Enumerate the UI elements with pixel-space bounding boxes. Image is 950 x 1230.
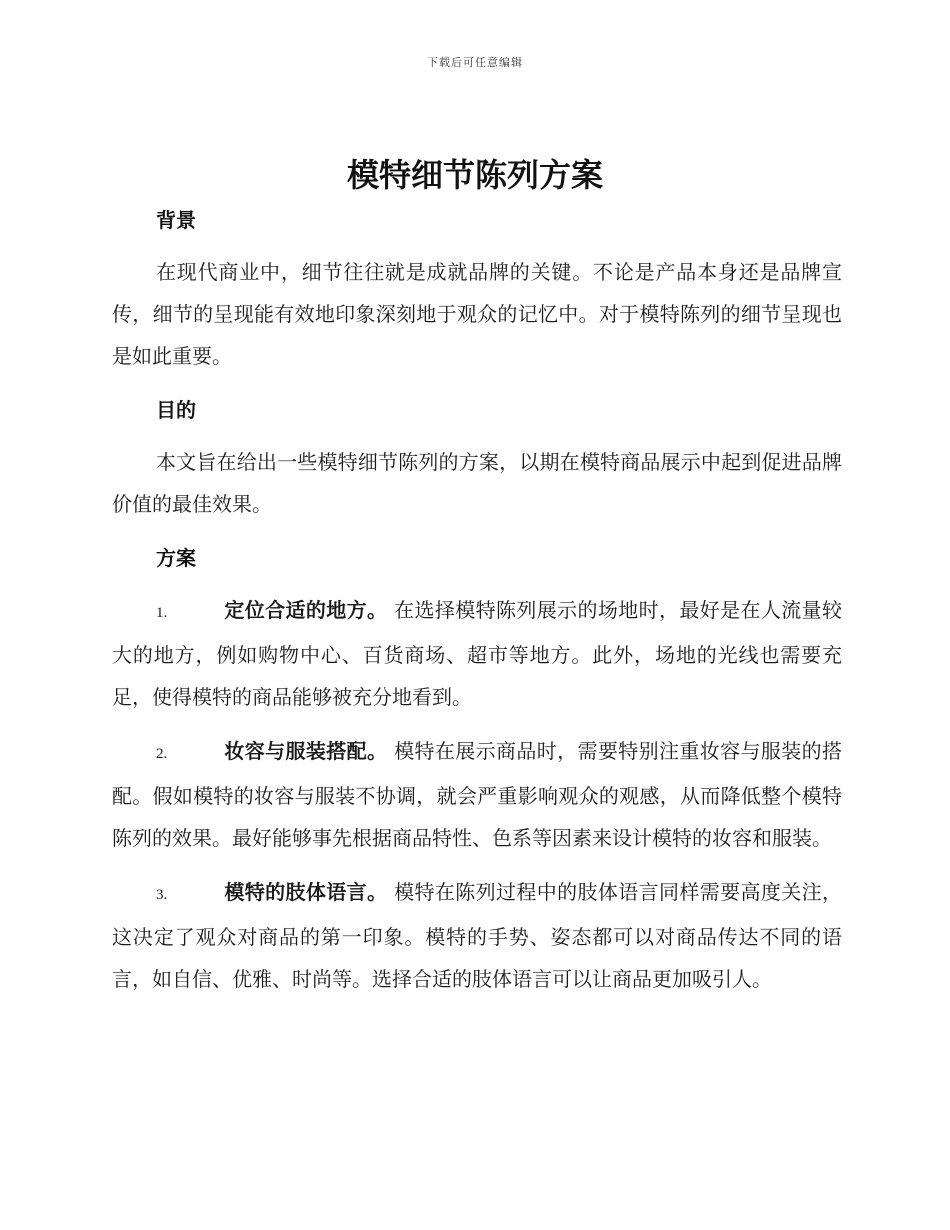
- section-heading-plan: 方案: [156, 546, 196, 570]
- plan-item: [112, 589, 842, 718]
- plan-item-lead: 妆容与服装搭配。: [224, 739, 388, 763]
- background-paragraph: 在现代商业中，细节往往就是成就品牌的关键。不论是产品本身还是品牌宣传，细节的呈现能有效地印象深刻地于观众的记忆中。对于模特陈列的细节呈现也是如此重要。: [112, 260, 842, 368]
- section-heading-background: 背景: [156, 208, 196, 232]
- section-heading-purpose: 目的: [156, 398, 196, 422]
- plan-item-text: 在选择模特陈列展示的场地时，最好是在人流量较大的地方，例如购物中心、百货商场、超市等地方。此外，场地的光线也需要充足，使得模特的商品能够被充分地看到。: [112, 598, 843, 709]
- plan-item-text: 模特在陈列过程中的肢体语言同样需要高度关注，这决定了观众对商品的第一印象。模特的手势、姿态都可以对商品传达不同的语言，如自信、优雅、时尚等。选择合适的肢体语言可以让商品更加吸引人。: [112, 880, 843, 991]
- purpose-paragraph: 本文旨在给出一些模特细节陈列的方案，以期在模特商品展示中起到促进品牌价值的最佳效果。: [112, 450, 842, 516]
- header-note: 下载后可任意编辑: [427, 56, 523, 69]
- plan-item-text: 模特在展示商品时，需要特别注重妆容与服装的搭配。假如模特的妆容与服装不协调，就会严重影响观众的观感，从而降低整个模特陈列的效果。最好能够事先根据商品特性、色系等因素来设计模特的妆容和服装。: [112, 739, 843, 850]
- plan-item-number: 2.: [156, 746, 168, 762]
- plan-item-number: 1.: [156, 605, 168, 621]
- plan-item-number: 3.: [156, 887, 168, 903]
- plan-item: [112, 871, 842, 1000]
- document-body: [112, 199, 842, 1000]
- document-title: 模特细节陈列方案: [346, 156, 603, 194]
- plan-item-lead: 定位合适的地方。: [224, 598, 388, 622]
- plan-item: [112, 730, 842, 859]
- plan-item-lead: 模特的肢体语言。: [224, 880, 388, 904]
